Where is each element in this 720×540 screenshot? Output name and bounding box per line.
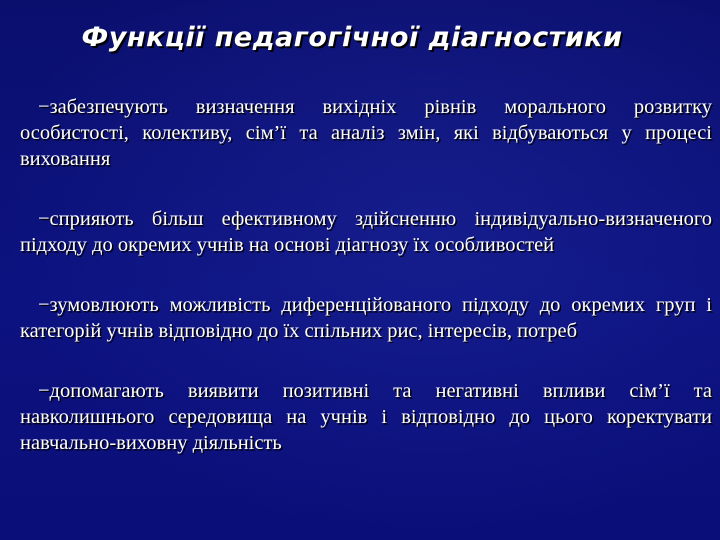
slide-title: Функції педагогічної діагностики (81, 22, 623, 53)
list-item: −зумовлюють можливість диференційованого підходу до окремих груп і категорій учнів відповідно до їх спільних рис, інтересів, потреб (20, 294, 712, 342)
slide-body (20, 94, 712, 456)
list-item: −сприяють більш ефективному здійсненню індивідуально-визначеного підходу до окремих учнів на основі діагнозу їх особливостей (20, 208, 712, 256)
list-item: −допомагають виявити позитивні та негативні впливи сім’ї та навколишнього середовища на учнів і відповідно до цього коректувати навчально-виховну діяльність (20, 380, 712, 454)
list-item: −забезпечують визначення вихідніх рівнів морального розвитку особистості, колективу, сім’ї та аналіз змін, які відбуваються у процесі виховання (20, 96, 712, 170)
